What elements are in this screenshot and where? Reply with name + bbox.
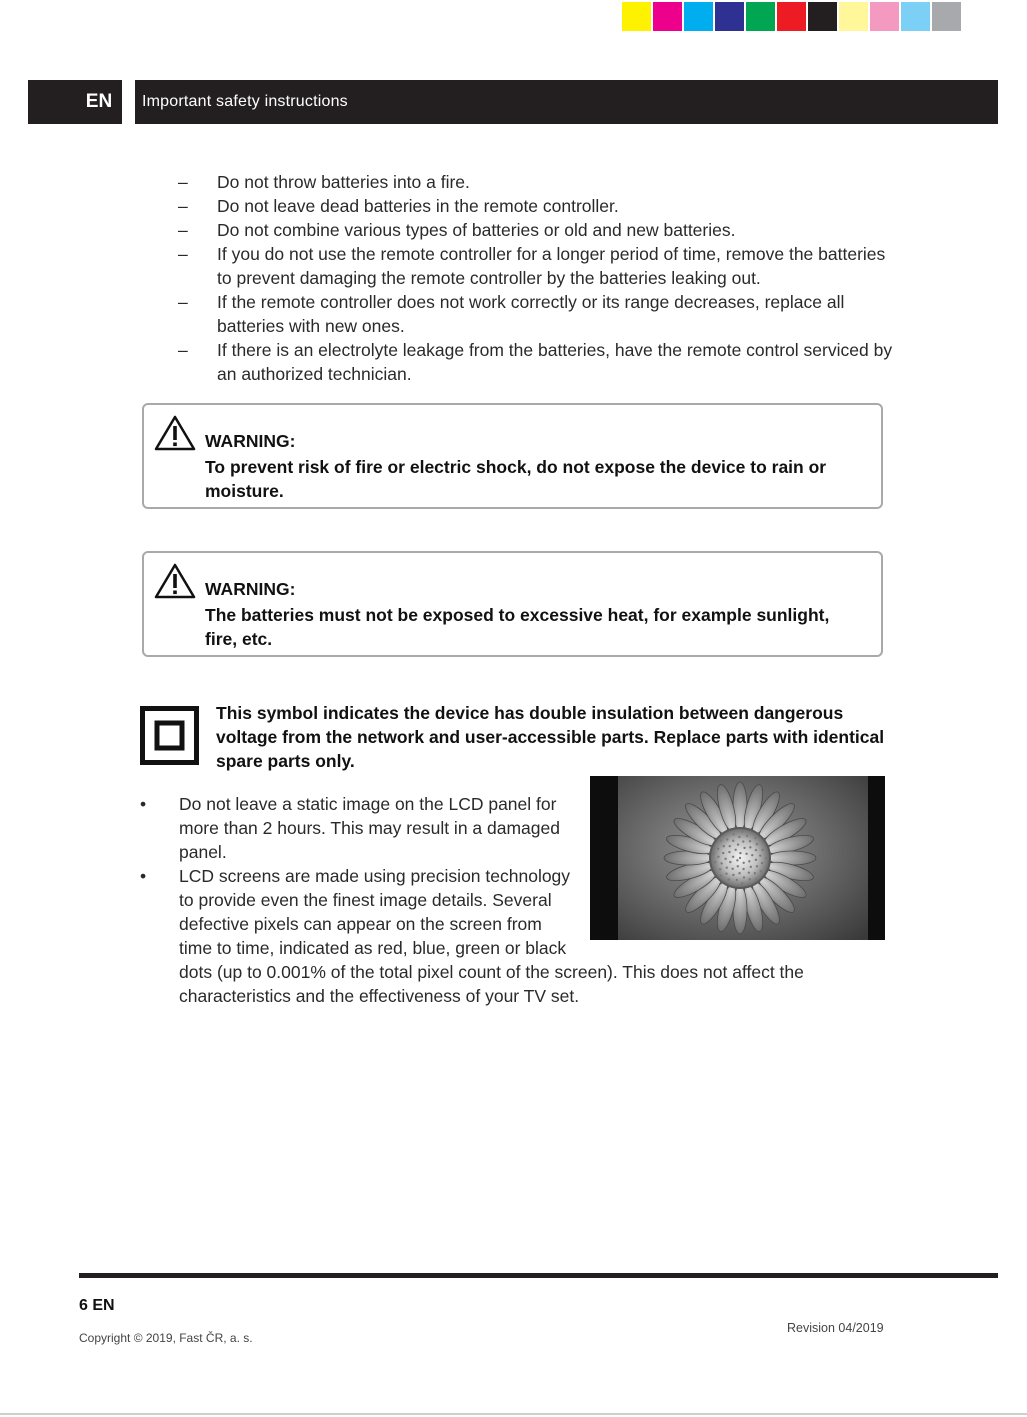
list-item bbox=[178, 242, 898, 290]
double-insulation-icon bbox=[140, 706, 199, 765]
color-swatch bbox=[715, 2, 744, 31]
color-swatch bbox=[839, 2, 868, 31]
color-swatch bbox=[653, 2, 682, 31]
color-swatch bbox=[870, 2, 899, 31]
list-item bbox=[178, 290, 898, 338]
list-item bbox=[140, 792, 860, 864]
warning-triangle-icon bbox=[154, 415, 196, 451]
warning-text: To prevent risk of fire or electric shock, do not expose the device to rain or moisture. bbox=[205, 457, 827, 501]
warning-triangle-icon bbox=[154, 563, 196, 599]
color-swatch bbox=[622, 2, 651, 31]
page-number: 6 EN bbox=[79, 1297, 115, 1314]
bullet-marker: • bbox=[140, 866, 147, 886]
color-swatch bbox=[901, 2, 930, 31]
lcd-notes-list bbox=[140, 792, 860, 1008]
list-item-line: characteristics and the effectiveness of your TV set. bbox=[179, 986, 580, 1006]
warning-text: The batteries must not be exposed to excessive heat, for example sunlight, fire, etc. bbox=[205, 605, 830, 649]
battery-instructions-list bbox=[178, 170, 898, 386]
list-item bbox=[178, 170, 898, 194]
copyright-text: Copyright © 2019, Fast ČR, a. s. bbox=[79, 1331, 253, 1345]
dash-marker: – bbox=[178, 172, 188, 192]
dash-marker: – bbox=[178, 292, 188, 312]
warning-title: WARNING: bbox=[205, 579, 296, 599]
list-item-line: LCD screens are made using precision technology bbox=[179, 866, 571, 886]
color-swatch bbox=[746, 2, 775, 31]
bullet-marker: • bbox=[140, 794, 147, 814]
warning-box-heat bbox=[142, 551, 883, 657]
list-item-text: If there is an electrolyte leakage from the batteries, have the remote control serviced by an authorized technician. bbox=[217, 340, 893, 384]
page-edge-rule bbox=[0, 1413, 1027, 1415]
warning-box-rain bbox=[142, 403, 883, 509]
list-item-line: defective pixels can appear on the screen from bbox=[179, 914, 542, 934]
list-item bbox=[178, 194, 898, 218]
list-item-line: dots (up to 0.001% of the total pixel count of the screen). This does not affect the bbox=[179, 962, 804, 982]
color-swatches bbox=[622, 2, 963, 31]
list-item-line: panel. bbox=[179, 842, 227, 862]
dash-marker: – bbox=[178, 244, 188, 264]
dash-marker: – bbox=[178, 340, 188, 360]
list-item bbox=[178, 218, 898, 242]
color-swatch bbox=[777, 2, 806, 31]
dash-marker: – bbox=[178, 220, 188, 240]
list-item-line: to provide even the finest image details. Several bbox=[179, 890, 552, 910]
color-swatch bbox=[684, 2, 713, 31]
section-title-bar bbox=[135, 80, 998, 124]
color-swatch bbox=[808, 2, 837, 31]
dash-marker: – bbox=[178, 196, 188, 216]
list-item bbox=[140, 864, 860, 1008]
section-title: Important safety instructions bbox=[142, 93, 348, 110]
color-swatch bbox=[932, 2, 961, 31]
list-item-text: If you do not use the remote controller for a longer period of time, remove the batteries to prevent damaging the remote controller by the batteries leaking out. bbox=[217, 244, 886, 288]
list-item-line: time to time, indicated as red, blue, green or black bbox=[179, 938, 567, 958]
list-item bbox=[178, 338, 898, 386]
warning-title: WARNING: bbox=[205, 431, 296, 451]
list-item-text: If the remote controller does not work correctly or its range decreases, replace all batteries with new ones. bbox=[217, 292, 845, 336]
revision-text: Revision 04/2019 bbox=[787, 1321, 884, 1335]
list-item-text: Do not throw batteries into a fire. bbox=[217, 172, 470, 192]
language-tag: EN bbox=[28, 80, 122, 124]
footer-rule bbox=[79, 1273, 998, 1278]
list-item-line: more than 2 hours. This may result in a damaged bbox=[179, 818, 560, 838]
insulation-note: This symbol indicates the device has double insulation between dangerous voltage from the network and user-accessible parts. Replace parts with identical spare parts only. bbox=[216, 703, 885, 771]
list-item-text: Do not combine various types of batteries or old and new batteries. bbox=[217, 220, 736, 240]
list-item-line: Do not leave a static image on the LCD panel for bbox=[179, 794, 557, 814]
list-item-text: Do not leave dead batteries in the remote controller. bbox=[217, 196, 619, 216]
